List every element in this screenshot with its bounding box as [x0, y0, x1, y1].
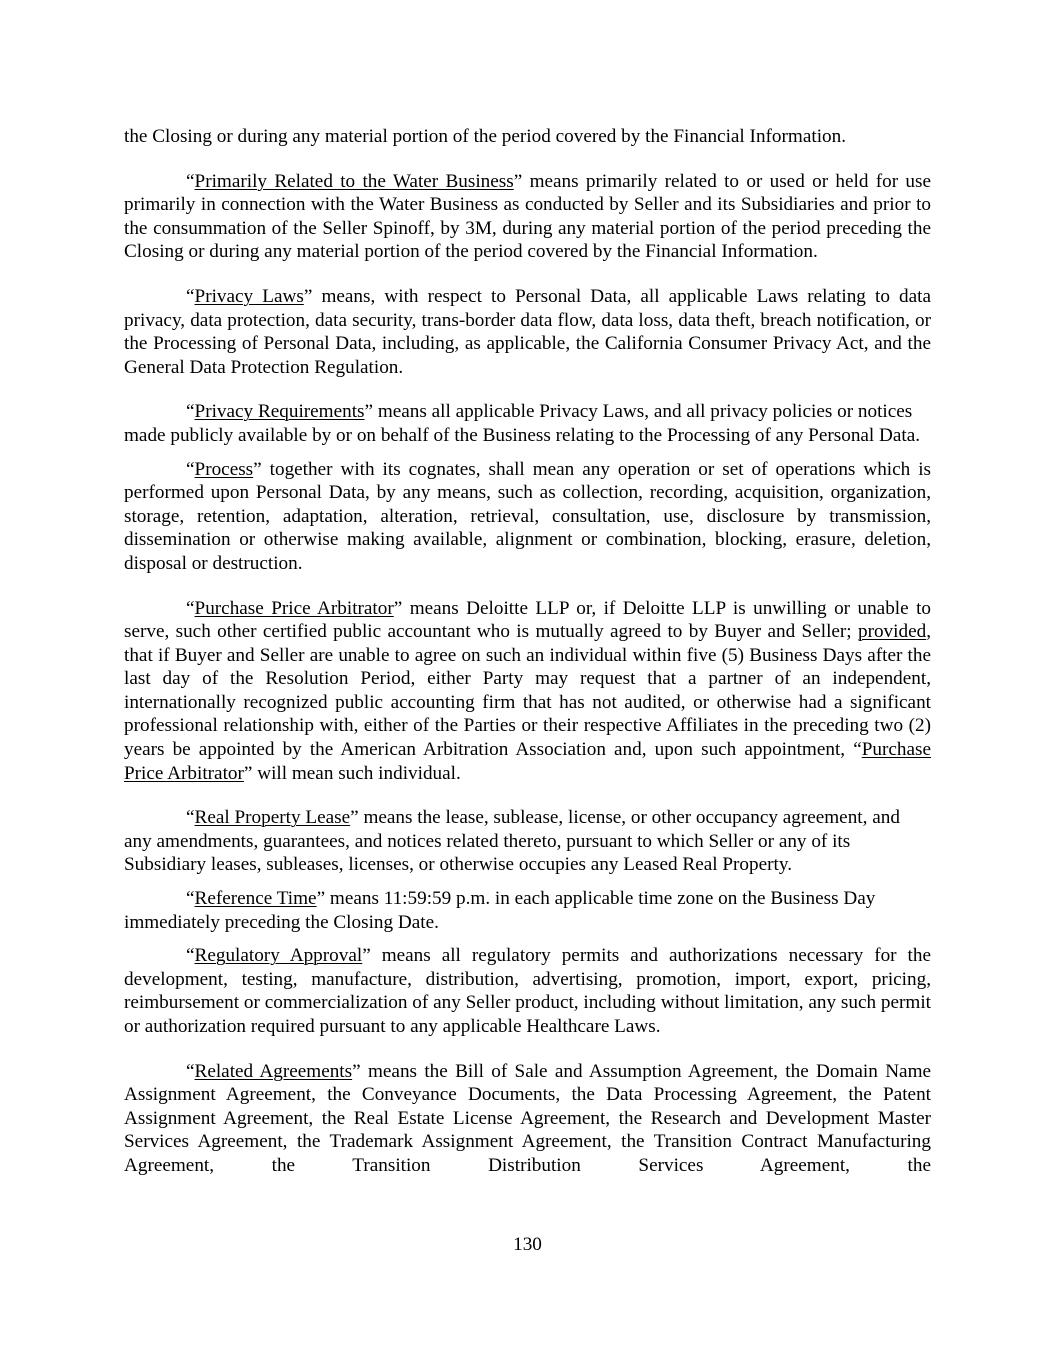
definition-body: means all applicable Privacy Laws, and all privacy policies or notices made publicly available by or on behalf of the Business relating to the Processing of any Personal Data. — [124, 401, 921, 446]
definition-real-property-lease: “Real Property Lease” means the lease, sublease, license, or other occupancy agreement, and any amendments, guarantees, and notices related thereto, pursuant to which Seller or any of its Subsidiary leases, subleases, licenses, or otherwise occupies any Leased Real Property. — [124, 807, 900, 876]
definition-body: means the Bill of Sale and Assumption Agreement, the Domain Name Assignment Agreement, the Conveyance Documents, the Data Processing Agreement, the Patent Assignment Agreement, the Real Estate License Agreement, the Research and Development Master Services Agreement, the Trademark Assignment Agreement, the Transition Contract Manufacturing Agreement, the Transition Distribution Services Agreement, the — [124, 1060, 932, 1176]
definition-body: means all regulatory permits and authorizations necessary for the development, testing, manufacture, distribution, advertising, promotion, import, export, pricing, reimbursement or commercialization of any Seller product, including without limitation, any such permit or authorization required pursuant to any applicable Healthcare Laws. — [124, 945, 931, 1037]
defined-term: Real Property Lease — [194, 807, 351, 829]
definition-primarily-related: “Primarily Related to the Water Business” means primarily related to or used or held for use primarily in connection with the Water Business as conducted by Seller and its Subsidiaries and prior to the consummation of the Seller Spinoff, by 3M, during any material portion of the period preceding the Closing or during any material portion of the period covered by the Financial Information. — [124, 170, 931, 263]
proviso-term: provided — [857, 621, 927, 643]
definition-body: means 11:59:59 p.m. in each applicable time zone on the Business Day immediately preceding the Closing Date. — [124, 888, 876, 933]
document-body — [124, 125, 931, 1178]
defined-term: Related Agreements — [194, 1060, 353, 1082]
defined-term: Primarily Related to the Water Business — [194, 170, 514, 192]
definition-reference-time: “Reference Time” means 11:59:59 p.m. in each applicable time zone on the Business Day immediately preceding the Closing Date. — [124, 888, 876, 933]
definition-body: means, with respect to Personal Data, all applicable Laws relating to data privacy, data protection, data security, trans-border data flow, data loss, data theft, breach notification, or the Processing of Personal Data, including, as applicable, the California Consumer Privacy Act, and the General Data Protection Regulation. — [124, 285, 931, 378]
definition-related-agreements: “Related Agreements” means the Bill of Sale and Assumption Agreement, the Domain Name Assignment Agreement, the Conveyance Documents, the Data Processing Agreement, the Patent Assignment Agreement, the Real Estate License Agreement, the Research and Development Master Services Agreement, the Trademark Assignment Agreement, the Transition Contract Manufacturing Agreement, the Transition Distribution Services Agreement, the — [124, 1060, 932, 1176]
defined-term: Reference Time — [194, 888, 317, 910]
definition-purchase-price-arbitrator: “Purchase Price Arbitrator” means Deloitte LLP or, if Deloitte LLP is unwilling or unable to serve, such other certified public accountant who is mutually agreed to by Buyer and Seller; provided, that if Buyer and Seller are unable to agree on such an individual within five (5) Business Days after the last day of the Resolution Period, either Party may request that a partner of an independent, internationally recognized public accounting firm that has not audited, or otherwise had a significant professional relationship with, either of the Parties or their respective Affiliates in the preceding two (2) years be appointed by the American Arbitration Association and, upon such appointment, “Purchase Price Arbitrator” will mean such individual. — [124, 597, 931, 784]
defined-term: Privacy Requirements — [194, 401, 365, 423]
definition-body: , that if Buyer and Seller are unable to agree on such an individual within five (5) Business Days after the last day of the Resolution Period, either Party may request that a partner of an independent, internationally recognized public accounting firm that has not audited, or otherwise had a significant professional relationship with, either of the Parties or their respective Affiliates in the preceding two (2) years be appointed by the American Arbitration Association and, upon such appointment, — [124, 621, 931, 761]
definition-body: will mean such individual. — [252, 762, 461, 784]
page-number: 130 — [513, 1234, 542, 1255]
definition-body: means Deloitte LLP or, if Deloitte LLP is unwilling or unable to serve, such other certified public accountant who is mutually agreed to by Buyer and Seller; — [124, 597, 931, 643]
paragraph-closing-tail — [124, 125, 931, 149]
defined-term: Process — [194, 458, 254, 480]
definition-process: “Process” together with its cognates, shall mean any operation or set of operations which is performed upon Personal Data, by any means, such as collection, recording, acquisition, organization, storage, retention, adaptation, alteration, retrieval, consultation, use, disclosure by transmission, dissemination or otherwise making available, alignment or combination, blocking, erasure, deletion, disposal or destruction. — [124, 458, 931, 574]
defined-term: Regulatory Approval — [194, 945, 363, 967]
definition-body: means the lease, sublease, license, or other occupancy agreement, and any amendments, guarantees, and notices related thereto, pursuant to which Seller or any of its Subsidiary leases, subleases, licenses, or otherwise occupies any Leased Real Property. — [124, 807, 900, 876]
definition-body: means primarily related to or used or held for use primarily in connection with the Water Business as conducted by Seller and its Subsidiaries and prior to the consummation of the Seller Spinoff, by 3M, during any material portion of the period preceding the Closing or during any material portion of the period covered by the Financial Information. — [124, 170, 931, 263]
defined-term: Purchase Price Arbitrator — [124, 739, 931, 784]
definition-regulatory-approval: “Regulatory Approval” means all regulatory permits and authorizations necessary for the development, testing, manufacture, distribution, advertising, promotion, import, export, pricing, reimbursement or commercialization of any Seller product, including without limitation, any such permit or authorization required pursuant to any applicable Healthcare Laws. — [124, 945, 931, 1037]
definition-privacy-laws: “Privacy Laws” means, with respect to Personal Data, all applicable Laws relating to data privacy, data protection, data security, trans-border data flow, data loss, data theft, breach notification, or the Processing of Personal Data, including, as applicable, the California Consumer Privacy Act, and the General Data Protection Regulation. — [124, 285, 931, 378]
defined-term: Privacy Laws — [194, 285, 304, 307]
defined-term: Purchase Price Arbitrator — [194, 597, 394, 619]
paragraph-text: the Closing or during any material portion of the period covered by the Financial Information. — [124, 126, 847, 147]
definition-body: together with its cognates, shall mean any operation or set of operations which is performed upon Personal Data, by any means, such as collection, recording, acquisition, organization, storage, retention, adaptation, alteration, retrieval, consultation, use, disclosure by transmission, dissemination or otherwise making available, alignment or combination, blocking, erasure, deletion, disposal or destruction. — [124, 458, 931, 574]
definition-privacy-requirements: “Privacy Requirements” means all applicable Privacy Laws, and all privacy policies or notices made publicly available by or on behalf of the Business relating to the Processing of any Personal Data. — [124, 401, 921, 446]
